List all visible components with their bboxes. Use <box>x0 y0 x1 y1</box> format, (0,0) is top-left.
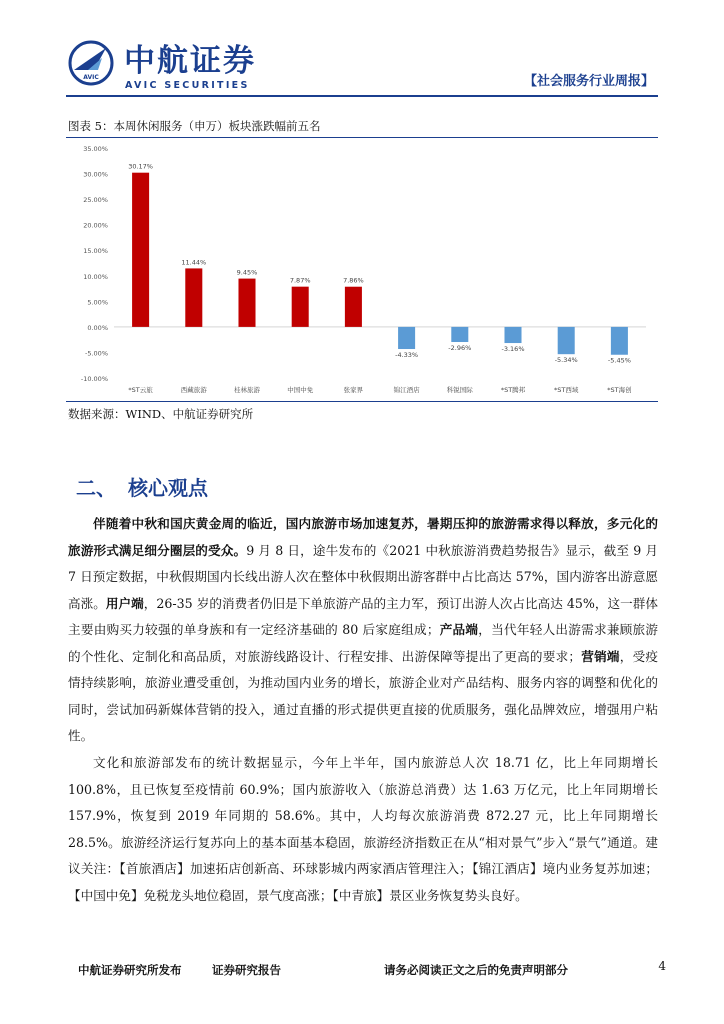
x-tick-label: 中国中免 <box>287 386 314 394</box>
bar <box>185 268 202 326</box>
paragraph-text: ，26-35 岁的消费者仍旧是下单旅游产品的主力军，预订出游人次占比高达 45%，这一群体主要由购买力较强的单身族和有一定经济基础的 80 后家庭组成； <box>68 595 658 637</box>
keyword-product: 产品端 <box>439 622 479 637</box>
x-tick-label: *ST西域 <box>554 386 579 394</box>
data-label: -2.96% <box>448 344 472 353</box>
paragraph-lead: 伴随着中秋和国庆黄金周的临近，国内旅游市场加速复苏，暑期压抑的旅游需求得以释放，多元化的旅游形式满足细分圈层的受众。 <box>68 516 658 558</box>
x-tick-label: 桂林旅游 <box>234 386 260 394</box>
report-type-label: 【社会服务行业周报】 <box>523 74 654 89</box>
keyword-marketing: 营销端 <box>581 648 620 664</box>
footer-disclaimer: 请务必阅读正文之后的免责声明部分 <box>384 963 568 977</box>
x-tick-label: 西藏旅游 <box>180 386 207 394</box>
bar <box>504 327 521 343</box>
x-tick-label: 张家界 <box>343 386 364 394</box>
y-tick-label: -5.00% <box>85 349 108 358</box>
bar <box>132 173 149 327</box>
keyword-user: 用户端 <box>105 595 144 611</box>
figure-source: 数据来源：WIND、中航证券研究所 <box>68 407 254 421</box>
bar <box>611 327 628 355</box>
header-divider <box>66 95 658 97</box>
x-tick-label: 锦江酒店 <box>393 386 420 394</box>
data-label: -5.45% <box>607 356 631 365</box>
y-tick-label: -10.00% <box>80 375 108 383</box>
x-tick-label: *ST腾邦 <box>500 386 526 394</box>
avic-logo-icon <box>68 40 114 86</box>
bar <box>451 327 468 342</box>
y-tick-label: 15.00% <box>83 247 108 256</box>
bar-chart <box>66 138 658 400</box>
y-tick-label: 20.00% <box>83 221 108 230</box>
paragraph-core-view <box>68 511 658 750</box>
bar <box>238 279 255 327</box>
data-label: 9.45% <box>236 268 258 277</box>
bar <box>345 287 362 327</box>
bar <box>398 327 415 349</box>
x-tick-label: *ST云旅 <box>128 386 153 394</box>
section-number: 二、 <box>76 476 116 500</box>
bar <box>292 287 309 327</box>
data-label: 7.87% <box>289 276 311 285</box>
y-tick-label: 25.00% <box>83 196 108 205</box>
page-number: 4 <box>658 959 666 973</box>
section-heading <box>76 472 208 501</box>
y-tick-label: 30.00% <box>83 170 108 179</box>
bar <box>558 327 575 354</box>
paragraph-text: ，当代年轻人出游需求兼顾旅游的个性化、定制化和高品质，对旅游线路设计、行程安排、出游保障等提出了更高的要求； <box>68 622 659 664</box>
paragraph-text: ，受疫情持续影响，旅游业遭受重创，为推动国内业务的增长，旅游企业对产品结构、服务内容的调整和优化的同时，尝试加码新媒体营销的投入，通过直播的形式提供更直接的优质服务，强化品牌效应，增强用户粘性。 <box>68 648 659 743</box>
y-tick-label: 35.00% <box>83 145 108 153</box>
paragraph-statistics <box>68 750 658 909</box>
data-label: -3.16% <box>501 345 525 354</box>
footer-publisher: 中航证券研究所发布 <box>78 963 182 977</box>
x-tick-label: 科锐国际 <box>446 386 473 394</box>
paragraph-text: 文化和旅游部发布的统计数据显示，今年上半年，国内旅游总人次 18.71 亿，比上年同期增长 100.8%，且已恢复至疫情前 60.9%；国内旅游收入（旅游总消费）达 1.63 万亿元，比上年同期增长 157.9%，恢复到 2019 年同期的 58.6%。其中，人均每次旅游消费 872.27 元，比上年同期增长 28.5%。旅游经济运行复苏向上的基本面基本稳固，旅游经济指数正在从“相对景气”步入“景气”通道。建议关注：【首旅酒店】加速拓店创新高、环球影城内两家酒店管理注入；【锦江酒店】境内业务复苏加速；【中国中免】免税龙头地位稳固，景气度高涨；【中青旅】景区业务恢复势头良好。 <box>68 755 658 903</box>
company-logo-english: AVIC SECURITIES <box>125 80 250 91</box>
figure-title: 图表 5：本周休闲服务（申万）板块涨跌幅前五名 <box>68 119 321 133</box>
data-label: 30.17% <box>128 162 153 171</box>
data-label: 11.44% <box>181 258 207 267</box>
y-tick-label: 0.00% <box>87 323 108 332</box>
paragraph-text: 9 月 8 日，途牛发布的《2021 中秋旅游消费趋势报告》显示，截至 9 月 7 日预定数据，中秋假期国内长线出游人次在整体中秋假期出游客群中占比高达 57%，国内游客出游意愿高涨。 <box>68 542 659 611</box>
y-tick-label: 5.00% <box>87 298 108 307</box>
company-logo-text: 中航证券 <box>124 43 256 79</box>
section-title: 核心观点 <box>128 476 208 500</box>
data-label: -5.34% <box>554 356 578 365</box>
avic-logo-mark <box>68 40 114 86</box>
x-tick-label: *ST海创 <box>607 386 632 394</box>
data-label: 7.86% <box>343 276 364 285</box>
y-tick-label: 10.00% <box>83 272 108 281</box>
figure-bottom-rule <box>66 401 658 402</box>
footer-report-kind: 证券研究报告 <box>212 963 281 977</box>
data-label: -4.33% <box>395 351 419 360</box>
logo-badge-text: AVIC <box>83 74 99 81</box>
